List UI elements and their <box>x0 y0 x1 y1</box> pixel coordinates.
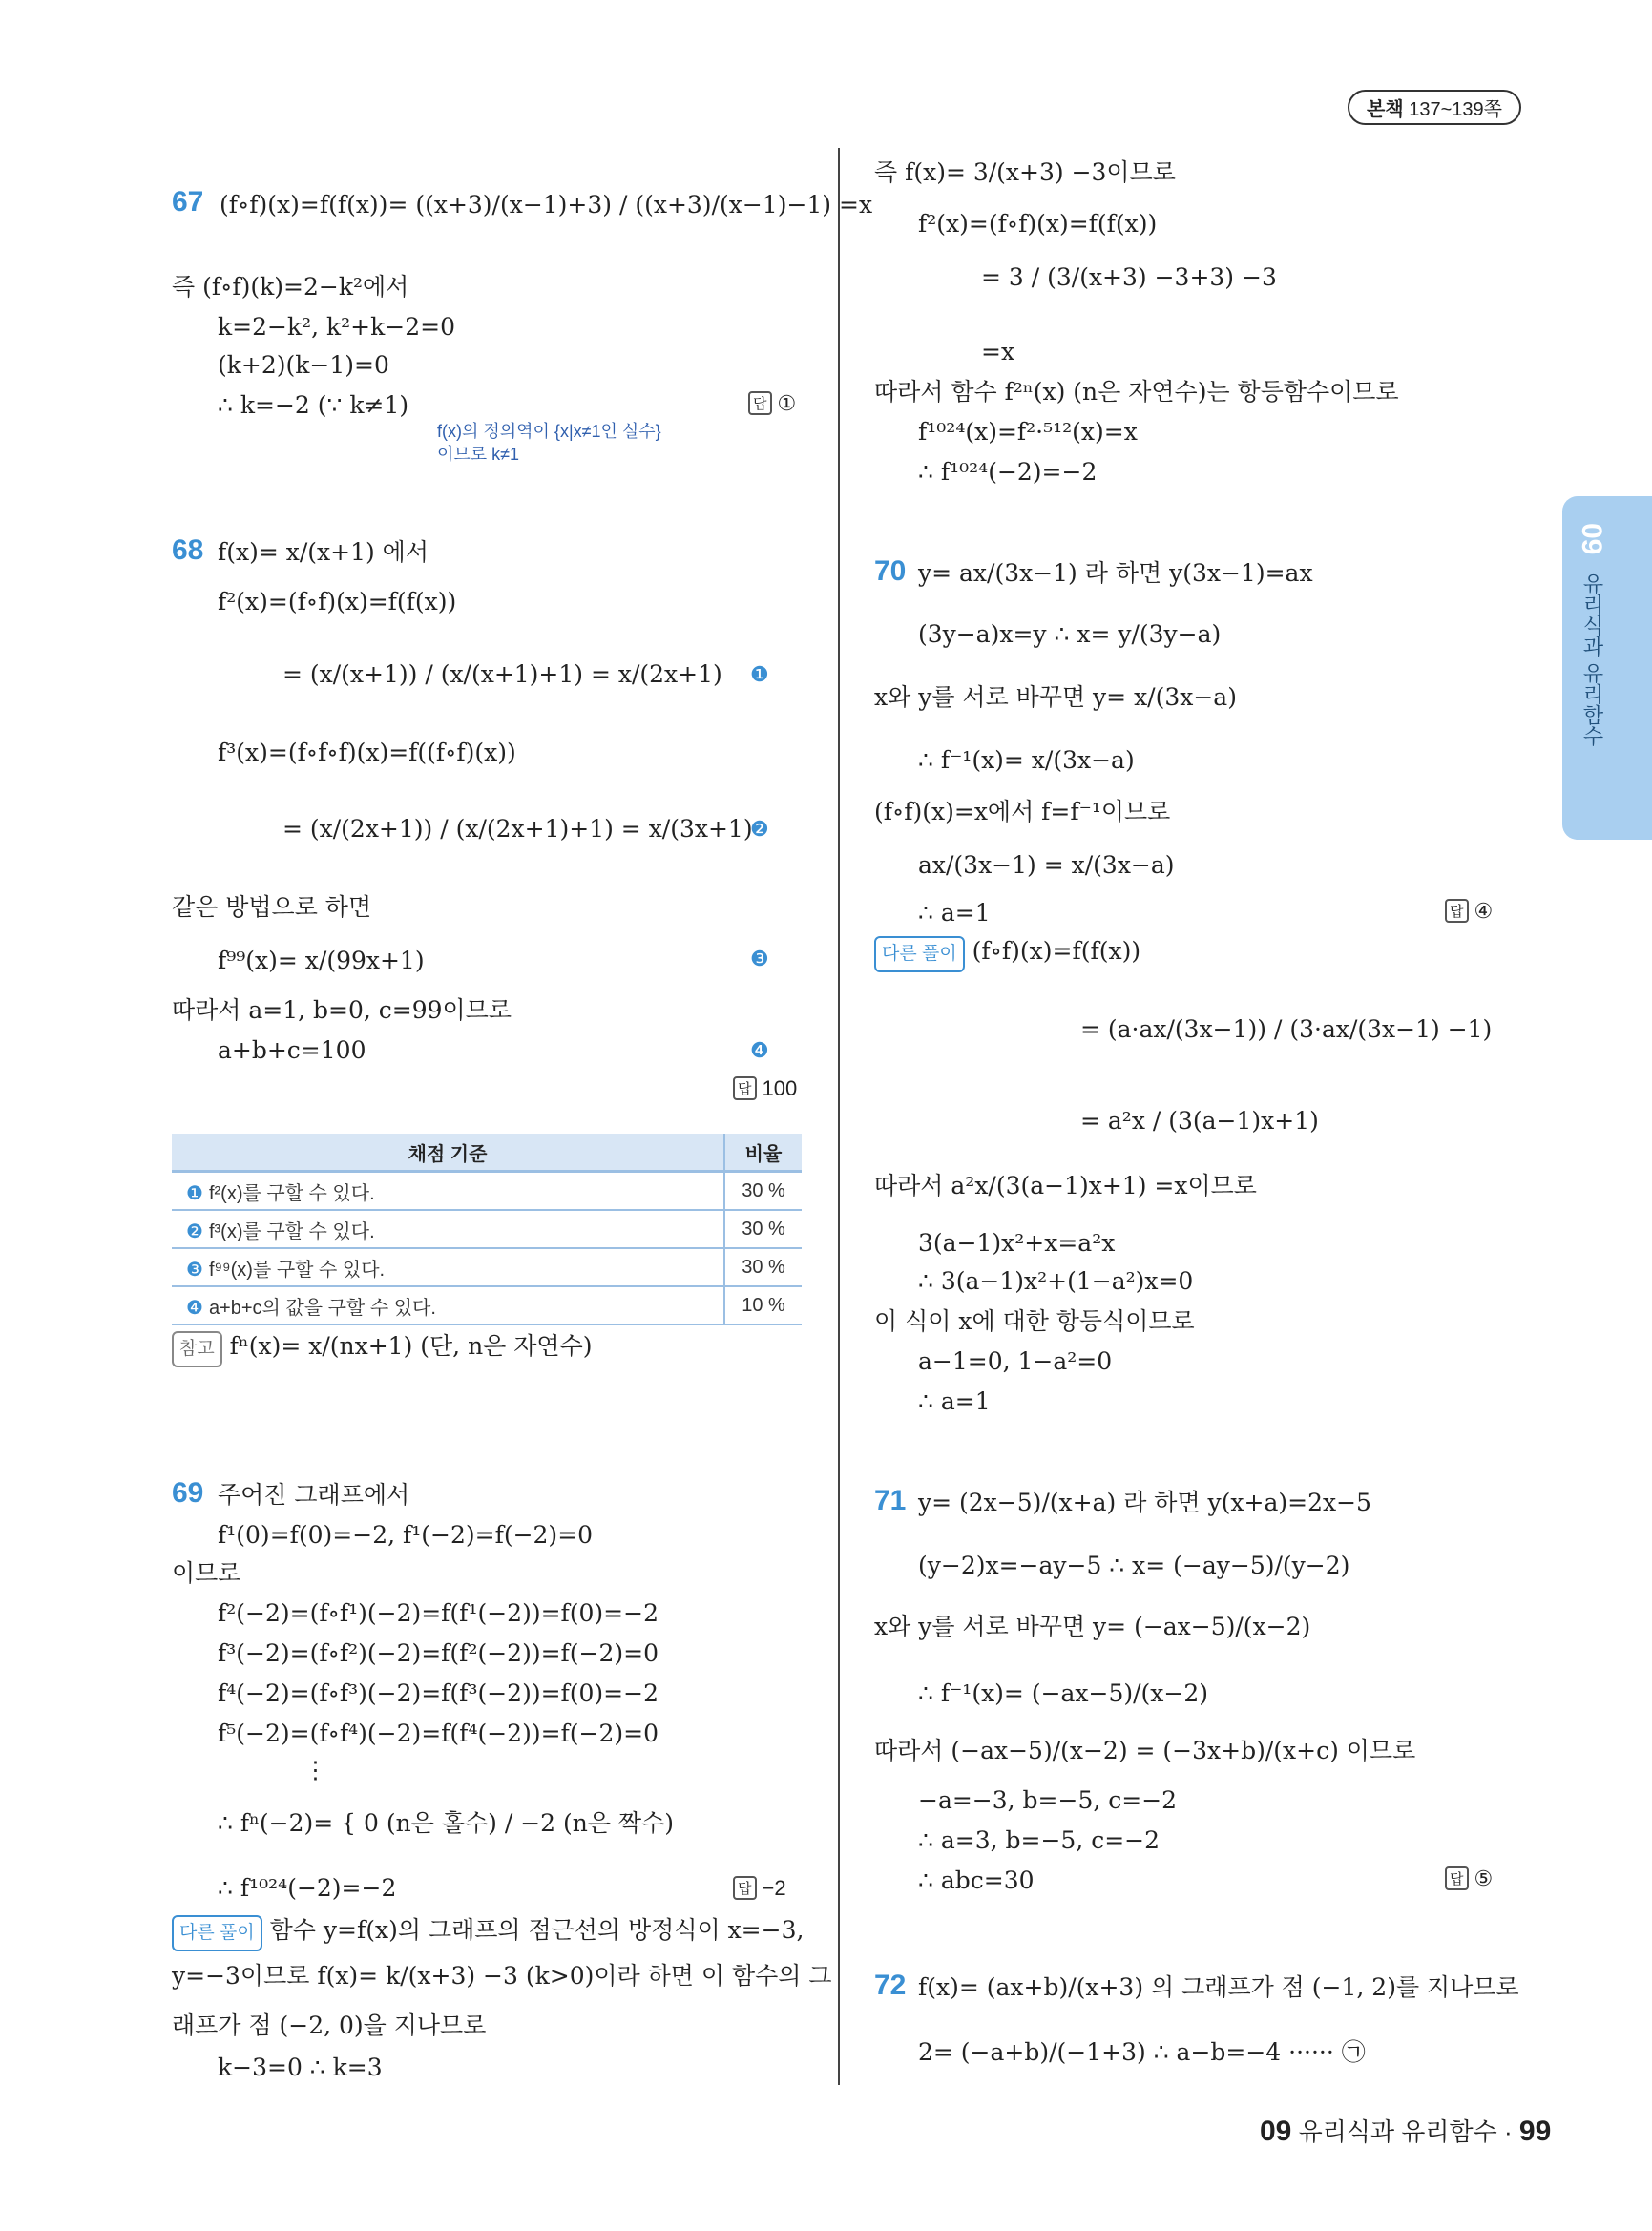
p69cont-line-1: 즉 f(x)= 3/(x+3) −3이므로 <box>874 158 1176 186</box>
answer-icon: 답 <box>748 391 772 415</box>
answer-icon: 답 <box>1445 899 1469 923</box>
row-ratio: 30 % <box>724 1210 802 1248</box>
p68-line-1: f(x)= x/(x+1) 에서 <box>218 538 429 566</box>
pill-label: 본책 <box>1367 99 1404 120</box>
step-marker-1: ❶ <box>750 662 769 686</box>
p69-alt-text-1: 함수 y=f(x)의 그래프의 점근선의 방정식이 x=−3, <box>269 1916 805 1944</box>
row-ratio: 30 % <box>724 1248 802 1286</box>
column-divider <box>838 148 840 2085</box>
answer-icon: 답 <box>733 1076 757 1100</box>
p71-answer <box>1445 1866 1493 1891</box>
p71-line-2: (y−2)x=−ay−5 ∴ x= (−ay−5)/(y−2) <box>918 1552 1350 1579</box>
p70-line-5: (f∘f)(x)=x에서 f=f⁻¹이므로 <box>874 798 1171 825</box>
grading-criteria-table <box>172 1134 802 1325</box>
answer-icon: 답 <box>733 1876 757 1900</box>
p69-line-2: f¹(0)=f(0)=−2, f¹(−2)=f(−2)=0 <box>218 1521 594 1549</box>
page-footer <box>1260 2113 1551 2148</box>
p70-answer <box>1445 899 1493 924</box>
p71-line-4: ∴ f⁻¹(x)= (−ax−5)/(x−2) <box>918 1679 1209 1707</box>
p70-alt-8: a−1=0, 1−a²=0 <box>918 1347 1113 1375</box>
p70-line-1: y= ax/(3x−1) 라 하면 y(3x−1)=ax <box>918 559 1313 587</box>
p69-alt-2: y=−3이므로 f(x)= k/(x+3) −3 (k>0)이라 하면 이 함수의 그 <box>172 1962 832 1990</box>
p67-line-4: (k+2)(k−1)=0 <box>218 351 389 379</box>
p70-line-4: ∴ f⁻¹(x)= x/(3x−a) <box>918 746 1135 774</box>
p68-line-4: f³(x)=(f∘f∘f)(x)=f((f∘f)(x)) <box>218 739 516 766</box>
row-text: f³(x)를 구할 수 있다. <box>208 1220 375 1242</box>
row-ratio: 30 % <box>724 1172 802 1211</box>
p71-line-5: 따라서 (−ax−5)/(x−2) = (−3x+b)/(x+c) 이므로 <box>874 1737 1416 1764</box>
p70-alt-6: ∴ 3(a−1)x²+(1−a²)x=0 <box>918 1267 1194 1295</box>
footer-chapter: 09 <box>1260 2116 1292 2147</box>
pill-pages: 137~139쪽 <box>1409 99 1502 120</box>
step-marker-3: ❸ <box>750 947 769 970</box>
p72-line-1: f(x)= (ax+b)/(x+3) 의 그래프가 점 (−1, 2)를 지나므로 <box>918 1973 1519 2001</box>
p68-line-7: f⁹⁹(x)= x/(99x+1) <box>218 947 425 974</box>
criteria-header: 채점 기준 <box>172 1134 724 1172</box>
problem-number-70: 70 <box>874 555 907 587</box>
p67-line-1: (f∘f)(x)=f(f(x))= ((x+3)/(x−1)+3) / ((x+3)/(x−1)−1) =x <box>220 191 873 219</box>
alt-solution-tag: 다른 풀이 <box>172 1915 262 1951</box>
p70-alt-text-1: (f∘f)(x)=f(f(x)) <box>972 937 1141 965</box>
row-marker: ❷ <box>186 1220 203 1242</box>
p67-answer <box>748 391 796 416</box>
table-row <box>172 1172 802 1211</box>
p70-alt-7: 이 식이 x에 대한 항등식이므로 <box>874 1307 1195 1335</box>
p68-line-8: 따라서 a=1, b=0, c=99이므로 <box>172 996 512 1024</box>
p70-line-3: x와 y를 서로 바꾸면 y= x/(3x−a) <box>874 683 1237 711</box>
p70-alt-3: = a²x / (3(a−1)x+1) <box>1080 1107 1319 1135</box>
p69-answer <box>733 1876 786 1901</box>
p69cont-line-3: = 3 / (3/(x+3) −3+3) −3 <box>981 263 1277 291</box>
p69cont-line-5: 따라서 함수 f²ⁿ(x) (n은 자연수)는 항등함수이므로 <box>874 378 1399 406</box>
p70-line-6: ax/(3x−1) = x/(3x−a) <box>918 851 1175 879</box>
p69cont-line-4: =x <box>981 338 1015 365</box>
row-marker: ❶ <box>186 1182 203 1204</box>
row-text: f⁹⁹(x)를 구할 수 있다. <box>208 1259 386 1281</box>
ratio-header: 비율 <box>724 1134 802 1172</box>
p71-line-3: x와 y를 서로 바꾸면 y= (−ax−5)/(x−2) <box>874 1613 1311 1640</box>
p71-answer-value: ⑤ <box>1474 1866 1494 1890</box>
criteria-header-row <box>172 1134 802 1172</box>
table-row <box>172 1248 802 1286</box>
p71-line-8: ∴ abc=30 <box>918 1866 1035 1894</box>
p70-alt-9: ∴ a=1 <box>918 1387 991 1415</box>
reference-note <box>172 1330 592 1367</box>
table-row <box>172 1210 802 1248</box>
p69cont-line-7: ∴ f¹⁰²⁴(−2)=−2 <box>918 458 1098 486</box>
p69-line-9: ∴ fⁿ(−2)= { 0 (n은 홀수) / −2 (n은 짝수) <box>218 1809 675 1837</box>
page-reference-pill <box>1348 90 1521 125</box>
answer-icon: 답 <box>1445 1866 1469 1890</box>
note-tag: 참고 <box>172 1331 222 1367</box>
problem-number-67: 67 <box>172 186 204 218</box>
p68-answer-value: 100 <box>762 1076 798 1100</box>
problem-number-69: 69 <box>172 1477 204 1509</box>
p69cont-line-6: f¹⁰²⁴(x)=f²·⁵¹²(x)=x <box>918 418 1138 446</box>
p71-line-6: −a=−3, b=−5, c=−2 <box>918 1786 1178 1814</box>
p72-line-2: 2= (−a+b)/(−1+3) ∴ a−b=−4 ······ ㉠ <box>918 2038 1366 2066</box>
p69-line-6: f⁴(−2)=(f∘f³)(−2)=f(f³(−2))=f(0)=−2 <box>218 1679 659 1707</box>
side-tab-number: 09 <box>1576 523 1607 555</box>
p70-line-2: (3y−a)x=y ∴ x= y/(3y−a) <box>918 620 1222 648</box>
p71-line-1: y= (2x−5)/(x+a) 라 하면 y(x+a)=2x−5 <box>918 1489 1371 1516</box>
problem-number-72: 72 <box>874 1970 907 2001</box>
p70-alt-5: 3(a−1)x²+x=a²x <box>918 1229 1116 1257</box>
p68-line-6: 같은 방법으로 하면 <box>172 893 372 921</box>
alt-solution-tag: 다른 풀이 <box>874 936 965 972</box>
p67-note-2: 이므로 k≠1 <box>437 445 520 464</box>
footer-page-number: 99 <box>1518 2116 1552 2147</box>
step-marker-2: ❷ <box>750 817 769 841</box>
p69-line-4: f²(−2)=(f∘f¹)(−2)=f(f¹(−2))=f(0)=−2 <box>218 1599 659 1627</box>
p69-line-10: ∴ f¹⁰²⁴(−2)=−2 <box>218 1874 397 1902</box>
p70-alt-2: = (a·ax/(3x−1)) / (3·ax/(3x−1) −1) <box>1080 1015 1493 1043</box>
p67-line-2: 즉 (f∘f)(k)=2−k²에서 <box>172 273 409 301</box>
p67-line-5: ∴ k=−2 (∵ k≠1) <box>218 391 409 419</box>
p67-line-3: k=2−k², k²+k−2=0 <box>218 313 455 341</box>
row-ratio: 10 % <box>724 1286 802 1324</box>
p69cont-line-2: f²(x)=(f∘f)(x)=f(f(x)) <box>918 210 1158 238</box>
row-text: a+b+c의 값을 구할 수 있다. <box>208 1297 436 1319</box>
p69-line-8: ⋮ <box>303 1756 327 1783</box>
p69-alt-4: k−3=0 ∴ k=3 <box>218 2054 383 2081</box>
problem-number-71: 71 <box>874 1485 907 1516</box>
row-marker: ❸ <box>186 1259 203 1281</box>
p70-answer-value: ④ <box>1474 899 1494 923</box>
p68-line-9: a+b+c=100 <box>218 1036 366 1064</box>
p70-line-7: ∴ a=1 <box>918 899 991 927</box>
footer-bullet: · <box>1504 2117 1513 2146</box>
p69-alt-1 <box>172 1914 804 1951</box>
problem-number-68: 68 <box>172 534 204 566</box>
p69-line-5: f³(−2)=(f∘f²)(−2)=f(f²(−2))=f(−2)=0 <box>218 1639 659 1667</box>
p69-line-3: 이므로 <box>172 1559 241 1587</box>
p69-alt-3: 래프가 점 (−2, 0)을 지나므로 <box>172 2012 487 2039</box>
p69-line-7: f⁵(−2)=(f∘f⁴)(−2)=f(f⁴(−2))=f(−2)=0 <box>218 1720 659 1747</box>
table-row <box>172 1286 802 1324</box>
p69-answer-value: −2 <box>762 1876 786 1900</box>
footer-title: 유리식과 유리함수 <box>1298 2117 1497 2146</box>
p70-alt-1 <box>874 935 1140 972</box>
p67-note-1: f(x)의 정의역이 {x|x≠1인 실수} <box>437 422 661 441</box>
p71-line-7: ∴ a=3, b=−5, c=−2 <box>918 1826 1161 1854</box>
row-marker: ❹ <box>186 1297 203 1319</box>
side-tab-title: 유리식과 유리함수 <box>1580 573 1604 747</box>
p68-line-2: f²(x)=(f∘f)(x)=f(f(x)) <box>218 588 457 615</box>
p68-answer <box>733 1076 797 1101</box>
p67-answer-value: ① <box>777 391 797 415</box>
step-marker-4: ❹ <box>750 1038 769 1062</box>
note-text: fⁿ(x)= x/(nx+1) (단, n은 자연수) <box>229 1332 593 1360</box>
p68-line-3: = (x/(x+1)) / (x/(x+1)+1) = x/(2x+1) <box>282 660 722 688</box>
row-text: f²(x)를 구할 수 있다. <box>208 1182 375 1204</box>
p70-alt-4: 따라서 a²x/(3(a−1)x+1) =x이므로 <box>874 1172 1257 1199</box>
p69-line-1: 주어진 그래프에서 <box>218 1481 410 1509</box>
p68-line-5: = (x/(2x+1)) / (x/(2x+1)+1) = x/(3x+1) <box>282 815 753 843</box>
